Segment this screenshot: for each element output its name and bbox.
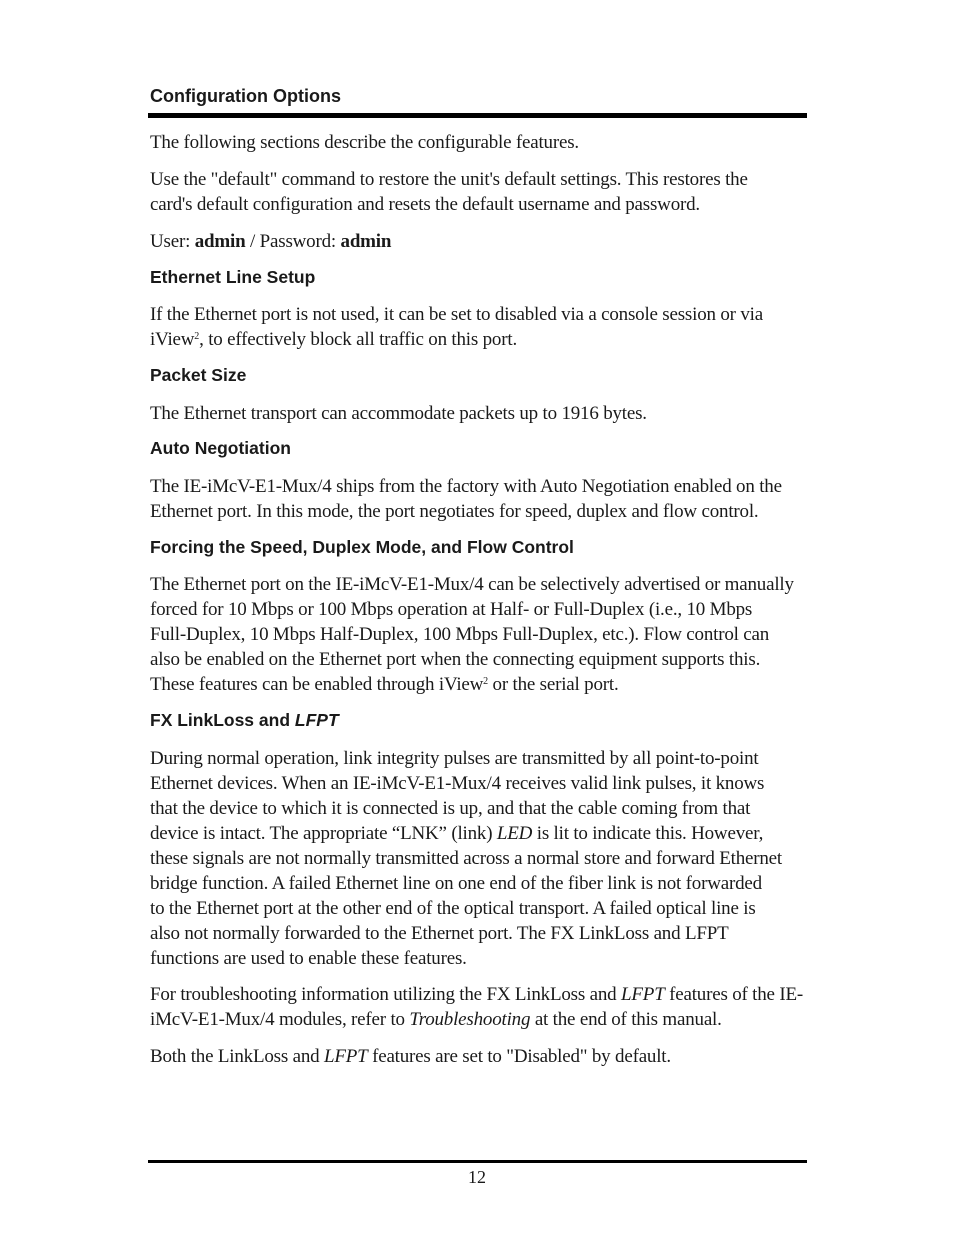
packet-size-text: The Ethernet transport can accommodate packets up to 1916 bytes.: [150, 403, 647, 424]
fx-p2-line-1-post: features of the IE-: [664, 984, 803, 1005]
forcing-heading: Forcing the Speed, Duplex Mode, and Flow Control: [150, 537, 574, 557]
forcing-section: [150, 537, 810, 558]
packet-size-paragraph: [150, 401, 810, 426]
credentials-line: [150, 229, 810, 254]
auto-negotiation-line-1: The IE-iMcV-E1-Mux/4 ships from the factory with Auto Negotiation enabled on the: [150, 476, 782, 497]
packet-size-heading: Packet Size: [150, 365, 247, 385]
bottom-rule: [148, 1160, 807, 1163]
intro-paragraph: [150, 130, 810, 155]
auto-negotiation-line-2: Ethernet port. In this mode, the port negotiates for speed, duplex and flow control.: [150, 501, 759, 522]
iview-text: iView: [150, 329, 195, 350]
fx-p1-line-3: that the device to which it is connected is up, and that the cable coming from that: [150, 798, 751, 819]
fx-p2-line-2-post: at the end of this manual.: [530, 1009, 722, 1030]
ethernet-line-setup-section: [150, 267, 810, 288]
auto-negotiation-heading: Auto Negotiation: [150, 438, 291, 458]
fx-p2-line-2-pre: iMcV-E1-Mux/4 modules, refer to: [150, 1009, 410, 1030]
forcing-line-4: also be enabled on the Ethernet port when the connecting equipment supports this.: [150, 649, 761, 670]
top-rule: [148, 113, 807, 118]
fx-p3-post: features are set to "Disabled" by default.: [367, 1046, 671, 1067]
intro-text: The following sections describe the configurable features.: [150, 132, 579, 153]
password-label: / Password:: [245, 231, 341, 252]
default-command-line-2: card's default configuration and resets the default username and password.: [150, 194, 700, 215]
fx-linkloss-heading: [150, 710, 810, 731]
forcing-line-5-pre: These features can be enabled through iView: [150, 674, 484, 695]
fx-p2-line-1: [150, 982, 810, 1007]
user-label: User:: [150, 231, 195, 252]
ethernet-line-setup-heading: Ethernet Line Setup: [150, 267, 316, 287]
fx-linkloss-paragraph-2: [150, 982, 810, 1032]
fx-linkloss-paragraph-1: [150, 746, 810, 971]
fx-p1-line-8: also not normally forwarded to the Ethernet port. The FX LinkLoss and LFPT: [150, 923, 729, 944]
fx-p1-line-7: to the Ethernet port at the other end of the optical transport. A failed optical line is: [150, 898, 756, 919]
forcing-line-5: [150, 672, 810, 697]
fx-p1-line-1: During normal operation, link integrity pulses are transmitted by all point-to-point: [150, 748, 759, 769]
fx-linkloss-heading-text: FX LinkLoss and: [150, 710, 295, 730]
ethernet-line-setup-line-1: If the Ethernet port is not used, it can be set to disabled via a console session or via: [150, 304, 763, 325]
fx-p1-line-4: [150, 821, 810, 846]
lfpt-italic: LFPT: [323, 1046, 368, 1067]
ethernet-line-setup-paragraph: [150, 302, 810, 352]
fx-p2-line-2: [150, 1007, 810, 1032]
fx-linkloss-section: [150, 710, 810, 731]
fx-p1-line-9: functions are used to enable these features.: [150, 948, 467, 969]
fx-p1-line-5: these signals are not normally transmitted across a normal store and forward Ethernet: [150, 848, 782, 869]
fx-p1-line-4-post: is lit to indicate this. However,: [532, 823, 764, 844]
ethernet-line-setup-line-2-rest: , to effectively block all traffic on this port.: [199, 329, 517, 350]
auto-negotiation-section: [150, 438, 810, 459]
fx-p1-line-6: bridge function. A failed Ethernet line on one end of the fiber link is not forwarded: [150, 873, 762, 894]
forcing-line-2: forced for 10 Mbps or 100 Mbps operation at Half- or Full-Duplex (i.e., 10 Mbps: [150, 599, 753, 620]
forcing-line-3: Full-Duplex, 10 Mbps Half-Duplex, 100 Mbps Full-Duplex, etc.). Flow control can: [150, 624, 770, 645]
credentials-text: [150, 229, 810, 254]
fx-p3-line: [150, 1044, 810, 1069]
packet-size-section: [150, 365, 810, 386]
user-value: admin: [194, 231, 246, 252]
lfpt-italic: LFPT: [621, 984, 665, 1005]
ethernet-line-setup-line-2: [150, 327, 810, 352]
forcing-paragraph: [150, 572, 810, 697]
default-command-line-1: Use the "default" command to restore the unit's default settings. This restores the: [150, 169, 748, 190]
fx-p1-line-2: Ethernet devices. When an IE-iMcV-E1-Mux/4 receives valid link pulses, it knows: [150, 773, 765, 794]
led-italic: LED: [496, 823, 533, 844]
fx-p2-line-1-pre: For troubleshooting information utilizing the FX LinkLoss and: [150, 984, 622, 1005]
fx-linkloss-heading-italic: LFPT: [294, 710, 339, 730]
page-title: Configuration Options: [150, 86, 341, 106]
auto-negotiation-paragraph: [150, 474, 810, 524]
password-value: admin: [340, 231, 392, 252]
page-number: 12: [468, 1167, 486, 1187]
fx-p3-pre: Both the LinkLoss and: [150, 1046, 324, 1067]
forcing-line-1: The Ethernet port on the IE-iMcV-E1-Mux/4 can be selectively advertised or manually: [150, 574, 794, 595]
default-command-paragraph: [150, 167, 810, 217]
troubleshooting-italic: Troubleshooting: [409, 1009, 531, 1030]
fx-linkloss-paragraph-3: [150, 1044, 810, 1069]
superscript: 2: [194, 331, 200, 342]
forcing-line-5-post: or the serial port.: [487, 674, 619, 695]
superscript: 2: [483, 676, 488, 687]
fx-p1-line-4-pre: device is intact. The appropriate “LNK” (link): [150, 823, 497, 844]
